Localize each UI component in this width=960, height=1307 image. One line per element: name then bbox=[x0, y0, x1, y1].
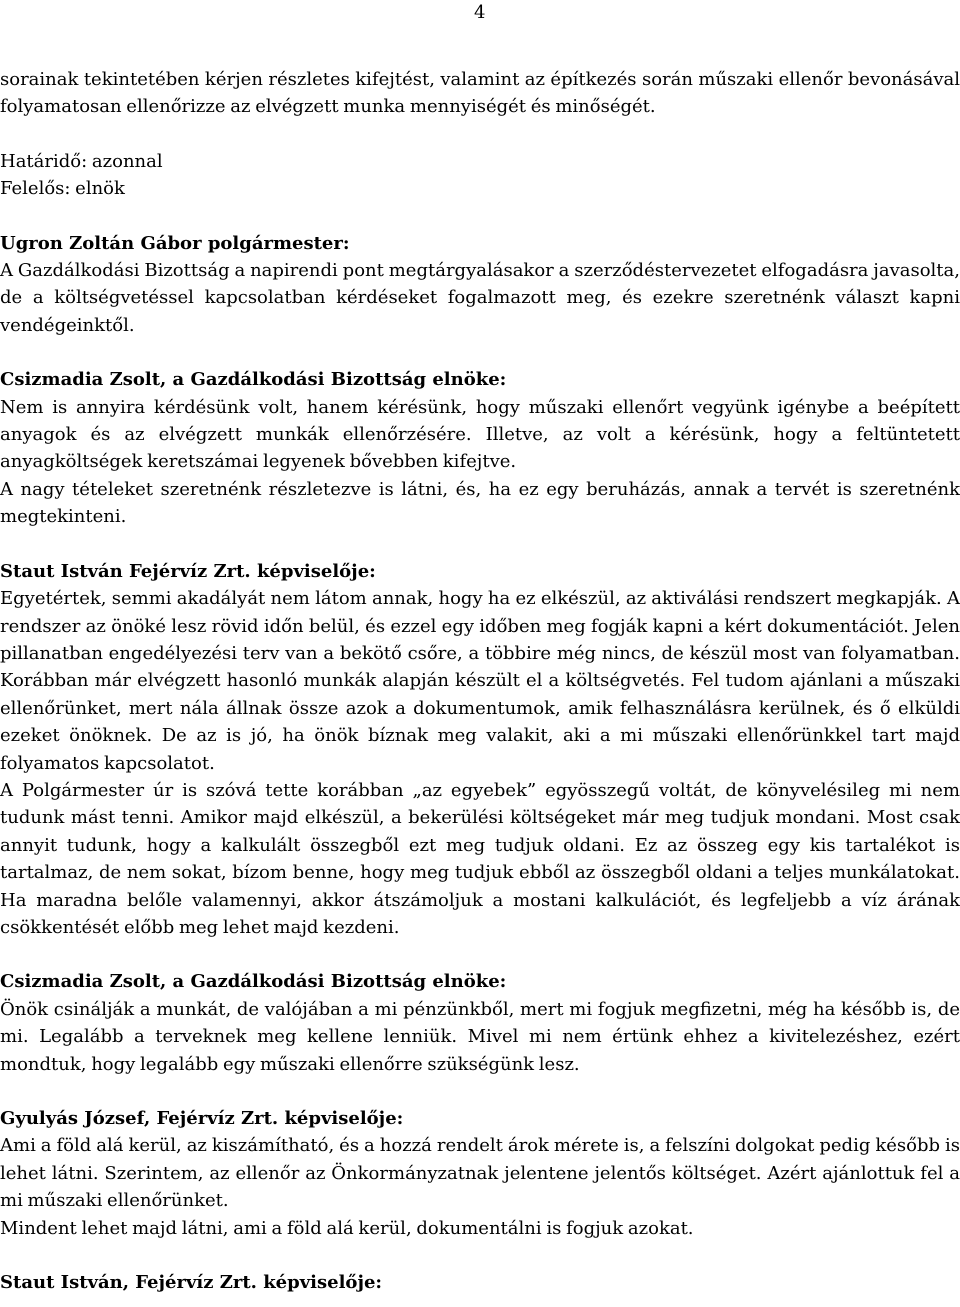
speech-paragraph: Nem is annyira kérdésünk volt, hanem kérésünk, hogy műszaki ellenőrt vegyünk igénybe a beépített anyagok és az elvégzett munkák ellenőrzésére. Illetve, az volt a kérésünk, hogy a feltüntetett anyagköltségek keretszámai legyenek bővebben kifejtve. bbox=[0, 396, 960, 473]
speech-block bbox=[0, 366, 960, 530]
speech-block bbox=[0, 230, 960, 340]
speaker-name: Staut István Fejérvíz Zrt. képviselője: bbox=[0, 560, 376, 582]
page-number: 4 bbox=[474, 2, 486, 23]
speaker-name: Gyulyás József, Fejérvíz Zrt. képviselője: bbox=[0, 1108, 404, 1129]
deadline-line: Határidő: azonnal bbox=[0, 150, 163, 172]
speech-paragraph: Önök csinálják a munkát, de valójában a mi pénzünkből, mert mi fogjuk megfizetni, még ha később is, de mi. Legalább a terveknek meg kellene lenniük. Mivel mi nem értünk ehhez a kivitelezéshez, ezért mondtuk, hogy legalább egy műszaki ellenőrre szükségünk lesz. bbox=[0, 998, 960, 1075]
paragraph: sorainak tekintetében kérjen részletes kifejtést, valamint az építkezés során műszaki ellenőr bevonásával folyamatosan ellenőrizze az elvégzett munka mennyiségét és minőségét. bbox=[0, 69, 960, 118]
speech-block bbox=[0, 1105, 960, 1242]
deadline-block bbox=[0, 148, 960, 203]
speech-paragraph: A Gazdálkodási Bizottság a napirendi pont megtárgyalásakor a szerződéstervezetet elfogadásra javasolta, de a költségvetéssel kapcsolatban kérdéseket fogalmazott meg, és ezekre szeretnénk választ kapni vendégeinktől. bbox=[0, 260, 960, 336]
responsible-line: Felelős: elnök bbox=[0, 178, 125, 200]
speech-paragraph: Mindent lehet majd látni, ami a föld alá kerül, dokumentálni is fogjuk azokat. bbox=[0, 1217, 694, 1239]
speaker-name: Staut István, Fejérvíz Zrt. képviselője: bbox=[0, 1272, 383, 1294]
speech-paragraph: A nagy tételeket szeretnénk részletezve is látni, és, ha ez egy beruházás, annak a tervét is szeretnénk megtekinteni. bbox=[0, 478, 960, 528]
speech-block bbox=[0, 968, 960, 1078]
speaker-name: Csizmadia Zsolt, a Gazdálkodási Bizottság elnöke: bbox=[0, 369, 507, 391]
speaker-name: Csizmadia Zsolt, a Gazdálkodási Bizottság elnöke: bbox=[0, 971, 507, 993]
speech-block bbox=[0, 1269, 960, 1296]
speech-paragraph: Egyetértek, semmi akadályát nem látom annak, hogy ha ez elkészül, az aktiválási rendszert megkapják. A rendszer az önöké lesz rövid időn belül, és ezzel egy időben meg fogják kapni a kért dokumentációt. Jelen pillanatban engedélyezési terv van a bekötő csőre, a többire még nincs, de készül most van folyamatban. Korábban már elvégzett hasonló munkák alapján készült el a költségvetés. Fel tudom ajánlani a műszaki ellenőrünket, mert nála állnak össze azok a dokumentumok, amik felhasználásra kerülnek, és ő elküldi ezeket önöknek. De az is jó, ha önök bíznak meg valakit, aki a mi műszaki ellenőrünkkel tart majd folyamatos kapcsolatot. bbox=[0, 588, 960, 774]
document-body bbox=[0, 66, 960, 1296]
speech-block bbox=[0, 558, 960, 942]
paragraph-block bbox=[0, 66, 960, 121]
speech-paragraph: A Polgármester úr is szóvá tette korábban „az egyebek” egyösszegű voltát, de könyvelésileg mi nem tudunk mást tenni. Amikor majd elkészül, a bekerülési költségeket már meg tudjuk mondani. Most csak annyit tudunk, hogy a kalkulált összegből ezt meg tudjuk oldani. Ez az összeg egy kis tartalékot is tartalmaz, de nem sokat, bízom benne, hogy meg tudjuk ebből az összegből oldani a teljes munkálatokat. Ha maradna belőle valamennyi, akkor átszámoljuk a mostani kalkulációt, és legfeljebb a víz árának csökkentését előbb meg lehet majd kezdeni. bbox=[0, 779, 960, 938]
speaker-name: Ugron Zoltán Gábor polgármester: bbox=[0, 232, 350, 254]
speech-paragraph: Ami a föld alá kerül, az kiszámítható, és a hozzá rendelt árok mérete is, a felszíni dolgokat pedig később is lehet látni. Szerintem, az ellenőr az Önkormányzatnak jelentene jelentős költséget. Azért ajánlottuk fel a mi műszaki ellenőrünket. bbox=[0, 1135, 960, 1212]
